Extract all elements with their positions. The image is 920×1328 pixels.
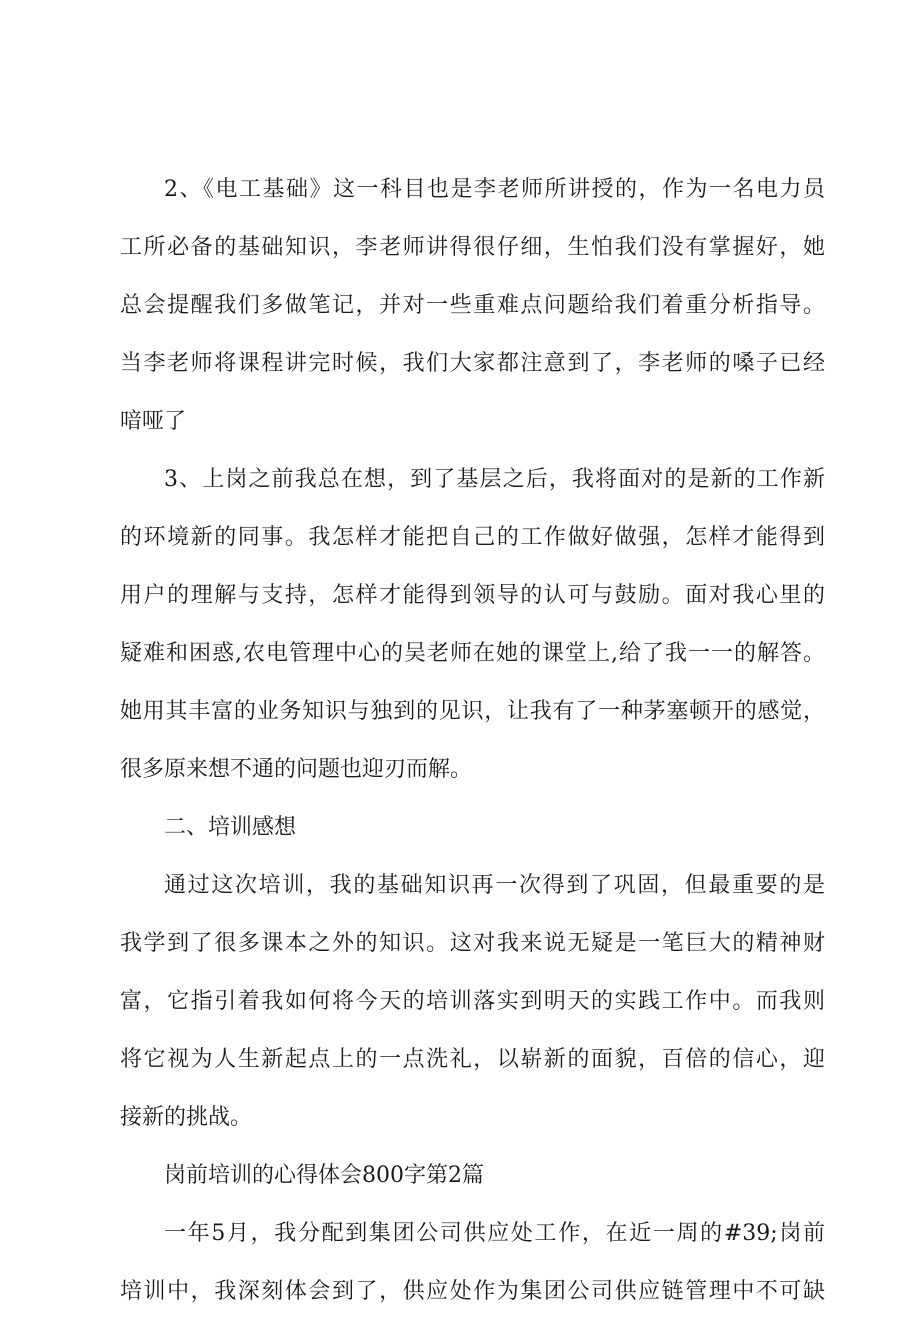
text-line: 富，它指引着我如何将今天的培训落实到明天的实践工作中。而我则 <box>120 989 825 1014</box>
text-line: 疑难和困惑,农电管理中心的吴老师在她的课堂上,给了我一一的解答。 <box>120 641 825 666</box>
text-line: 当李老师将课程讲完时候，我们大家都注意到了，李老师的嗓子已经 <box>120 351 825 376</box>
paragraph-before-post <box>120 458 825 806</box>
section-heading-training-reflection <box>120 806 825 864</box>
text-line: 工所必备的基础知识，李老师讲得很仔细，生怕我们没有掌握好，她 <box>120 235 825 260</box>
text-line: 通过这次培训，我的基础知识再一次得到了巩固，但最重要的是 <box>164 873 825 898</box>
heading-text: 岗前培训的心得体会800字第2篇 <box>164 1163 484 1188</box>
text-line: 的环境新的同事。我怎样才能把自己的工作做好做强，怎样才能得到 <box>120 525 825 550</box>
text-line: 将它视为人生新起点上的一点洗礼，以崭新的面貌，百倍的信心，迎 <box>120 1047 825 1072</box>
text-line: 我学到了很多课本之外的知识。这对我来说无疑是一笔巨大的精神财 <box>120 931 825 956</box>
heading-text: 二、培训感想 <box>164 815 297 840</box>
text-line: 一年5月，我分配到集团公司供应处工作，在近一周的#39;岗前 <box>164 1221 825 1246</box>
text-line: 接新的挑战。 <box>120 1105 253 1130</box>
text-line: 用户的理解与支持，怎样才能得到领导的认可与鼓励。面对我心里的 <box>120 583 825 608</box>
text-line: 2、《电工基础》这一科目也是李老师所讲授的，作为一名电力员 <box>164 177 825 202</box>
document-body <box>120 168 825 1328</box>
article-title-part-2 <box>120 1154 825 1212</box>
paragraph-supply-department <box>120 1212 825 1328</box>
text-line: 她用其丰富的业务知识与独到的见识，让我有了一种茅塞顿开的感觉， <box>120 699 825 724</box>
text-line: 培训中，我深刻体会到了，供应处作为集团公司供应链管理中不可缺 <box>120 1279 825 1304</box>
paragraph-electrical-basics <box>120 168 825 458</box>
text-line: 3、上岗之前我总在想，到了基层之后，我将面对的是新的工作新 <box>164 467 825 492</box>
paragraph-training-gains <box>120 864 825 1154</box>
text-line: 喑哑了 <box>120 409 187 434</box>
text-line: 很多原来想不通的问题也迎刃而解。 <box>120 757 473 782</box>
text-line: 总会提醒我们多做笔记，并对一些重难点问题给我们着重分析指导。 <box>120 293 825 318</box>
